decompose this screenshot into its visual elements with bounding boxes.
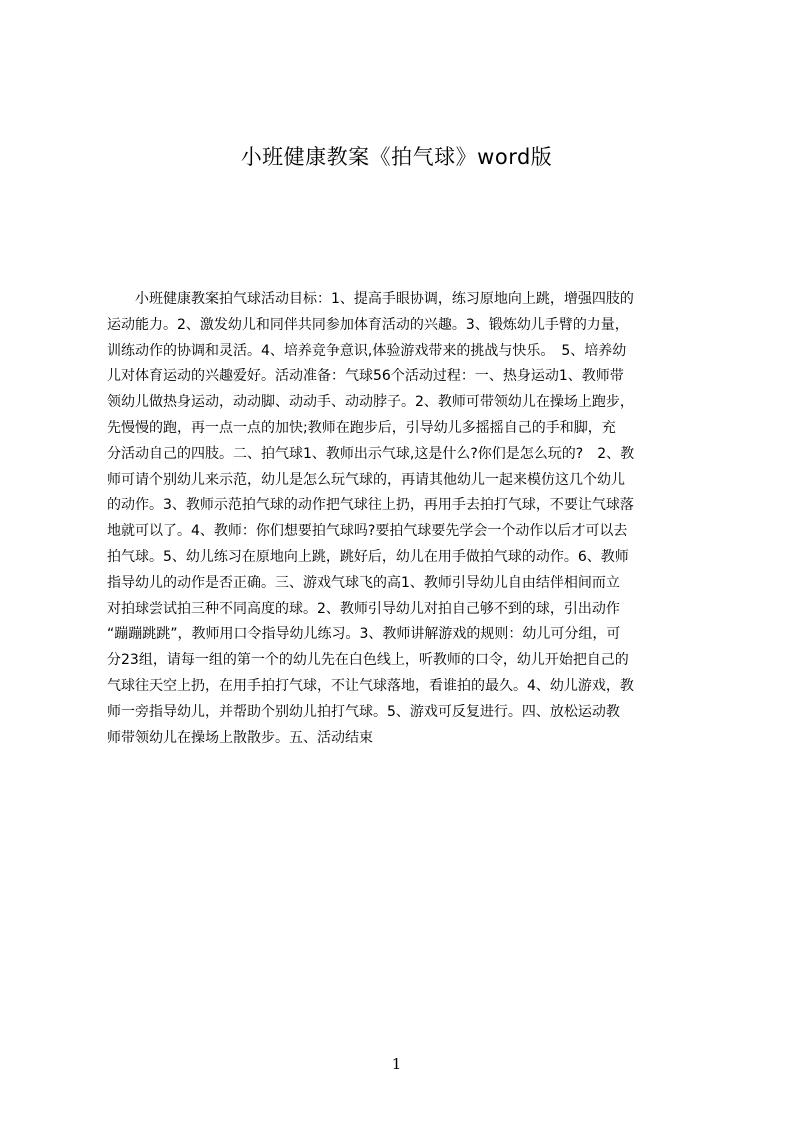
body-line: 小班健康教案拍气球活动目标：1、提高手眼协调，练习原地向上跳，增强四肢的 (107, 291, 634, 307)
document-body (107, 287, 709, 777)
body-line: 领幼儿做热身运动，动动脚、动动手、动动脖子。2、教师可带领幼儿在操场上跑步， (107, 394, 634, 411)
body-line: 儿对体育运动的兴趣爱好。活动准备：气球56个活动过程：一、热身运动1、教师带 (107, 368, 624, 385)
body-line: 地就可以了。4、教师：你们想要拍气球吗?要拍气球要先学会一个动作以后才可以去 (107, 523, 628, 540)
body-line: 师带领幼儿在操场上散散步。五、活动结束 (107, 729, 373, 746)
body-line: 训练动作的协调和灵活。4、培养竞争意识,体验游戏带来的挑战与快乐。 5、培养幼 (107, 342, 627, 359)
body-line: 师可请个别幼儿来示范，幼儿是怎么玩气球的，再请其他幼儿一起来模仿这几个幼儿 (107, 471, 625, 488)
page-title: 小班健康教案《拍气球》word版 (240, 145, 553, 169)
page-number: 1 (391, 1055, 402, 1073)
body-line: 运动能力。2、激发幼儿和同伴共同参加体育活动的兴趣。3、锻炼幼儿手臂的力量， (107, 316, 629, 333)
body-line: 气球往天空上扔，在用手拍打气球，不让气球落地，看谁拍的最久。4、幼儿游戏，教 (107, 677, 634, 694)
body-line: 分23组，请每一组的第一个的幼儿先在白色线上，听教师的口令，幼儿开始把自己的 (107, 652, 629, 669)
body-line: 对拍球尝试拍三种不同高度的球。2、教师引导幼儿对拍自己够不到的球，引出动作 (107, 600, 620, 617)
body-line: “蹦蹦跳跳”，教师用口令指导幼儿练习。3、教师讲解游戏的规则：幼儿可分组，可 (107, 626, 621, 643)
body-line: 指导幼儿的动作是否正确。三、游戏气球飞的高1、教师引导幼儿自由结伴相间而立 (107, 574, 620, 591)
body-line: 拍气球。5、幼儿练习在原地向上跳，跳好后，幼儿在用手做拍气球的动作。6、教师 (107, 548, 629, 565)
body-line: 先慢慢的跑，再一点一点的加快;教师在跑步后，引导幼儿多摇摇自己的手和脚，充 (107, 419, 616, 436)
body-line: 分活动自己的四肢。二、拍气球1、教师出示气球,这是什么?你们是怎么玩的? 2、教 (107, 445, 635, 462)
body-line: 的动作。3、教师示范拍气球的动作把气球往上扔，再用手去拍打气球，不要让气球落 (107, 497, 634, 514)
body-line: 师一旁指导幼儿，并帮助个别幼儿拍打气球。5、游戏可反复进行。四、放松运动教 (107, 703, 620, 720)
